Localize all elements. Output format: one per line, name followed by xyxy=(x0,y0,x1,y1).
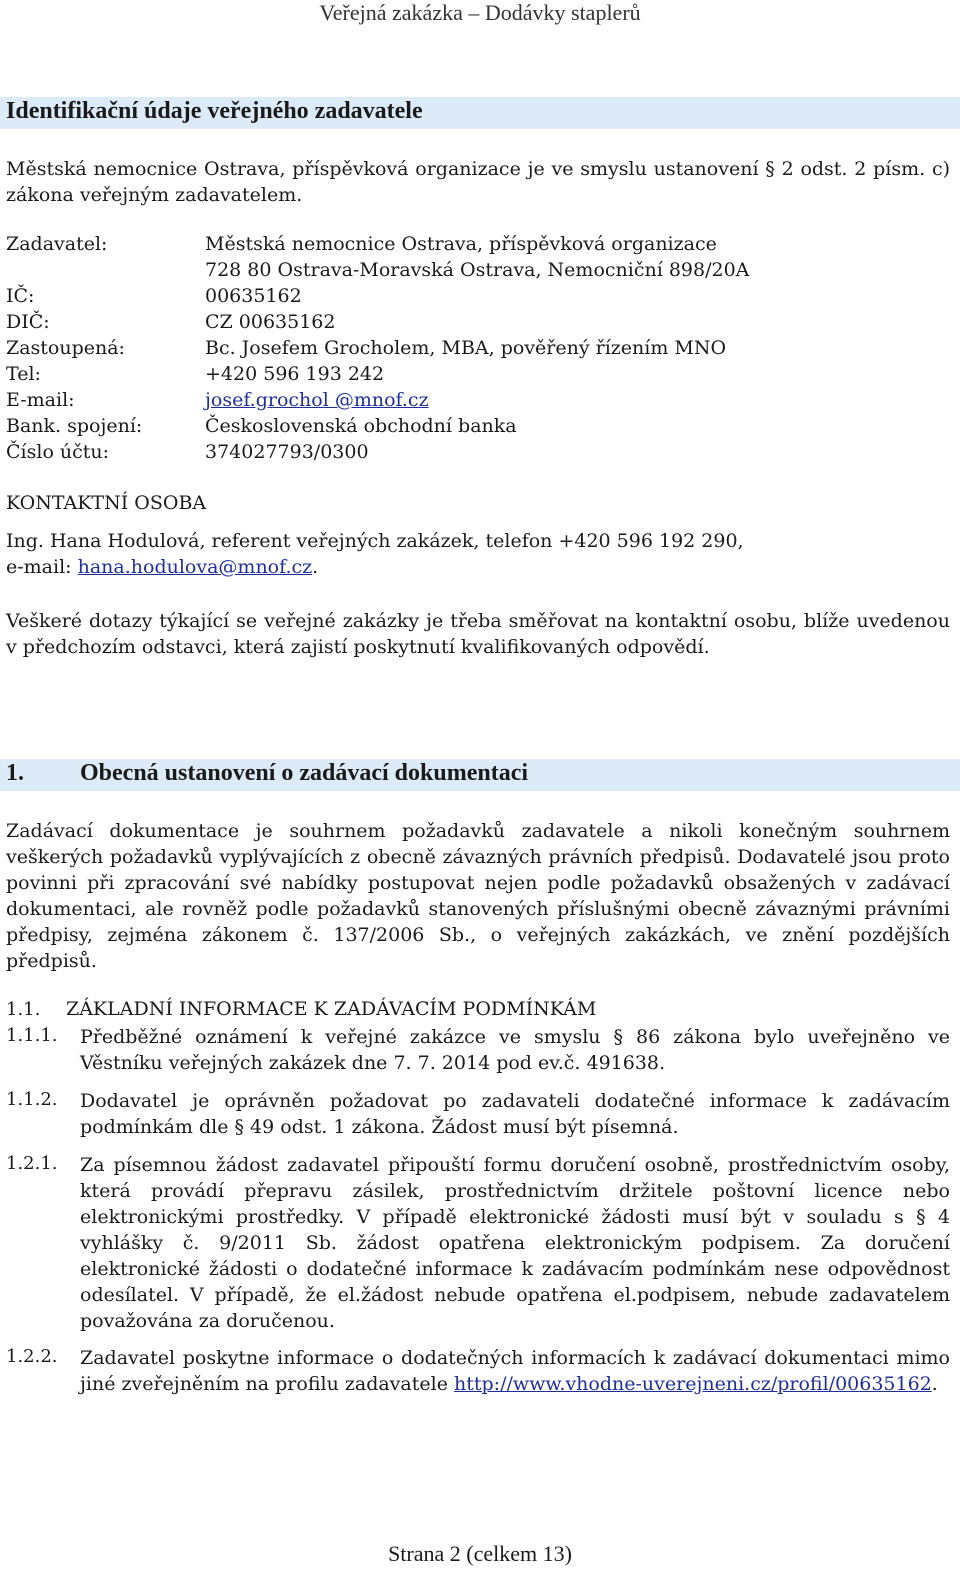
page-footer: Strana 2 (celkem 13) xyxy=(388,1541,572,1566)
field-label: Číslo účtu: xyxy=(6,441,110,463)
field-label: Bank. spojení: xyxy=(6,415,143,437)
contact-heading: KONTAKTNÍ OSOBA xyxy=(6,492,207,514)
item-text: Za písemnou žádost zadavatel připouští formu doručení osobně, prostřednictvím osoby, která provádí přepravu zásilek, prostřednictvím držitele poštovní licence nebo elektronickými prostředky. V případě elektronické žádosti musí být v souladu s § 4 vyhlášky č. 9/2011 Sb. žádost opatřena elektronickým podpisem. Za doručení elektronické žádosti o dodatečné informace k zadávacím podmínkám nese odpovědnost odesílatel. V případě, že el.žádost nebude opatřena el.podpisem, nebude zadavatelem považována za doručenou. xyxy=(80,1154,950,1332)
section-body: Zadávací dokumentace je souhrnem požadavků zadavatele a nikoli konečným souhrnem veškerých požadavků vyplývajících z obecně závazných právních předpisů. Dodavatelé jsou proto povinni při zpracování své nabídky postupovat nejen podle požadavků obsažených v zadávací dokumentaci, ale rovněž podle požadavků stanovených příslušnými obecně závaznými právními předpisy, zejména zákonem č. 137/2006 Sb., o veřejných zakázkách, ve znění pozdějších předpisů. xyxy=(6,820,950,972)
item-text-suffix: . xyxy=(931,1373,938,1395)
item-text-prefix: Zadavatel poskytne informace o dodatečných informacích k zadávací dokumentaci mimo jiné zveřejněním na profilu zadavatele xyxy=(80,1347,950,1395)
contact-email-link[interactable]: hana.hodulova@mnof.cz xyxy=(77,556,313,578)
field-value: Městská nemocnice Ostrava, příspěvková organizace xyxy=(205,233,717,255)
identification-title: Identifikační údaje veřejného zadavatele xyxy=(6,98,423,124)
contact-email-line xyxy=(6,556,318,578)
item-text: Dodavatel je oprávněn požadovat po zadavateli dodatečné informace k zadávacím podmínkám dle § 49 odst. 1 zákona. Žádost musí být písemná. xyxy=(80,1090,950,1138)
field-label: IČ: xyxy=(6,285,35,307)
field-value: 728 80 Ostrava-Moravská Ostrava, Nemocniční 898/20A xyxy=(205,259,750,281)
subsection-number: 1.1. xyxy=(6,999,41,1020)
field-value: +420 596 193 242 xyxy=(205,363,385,385)
field-label: E-mail: xyxy=(6,389,75,411)
item-number: 1.2.2. xyxy=(6,1346,58,1367)
item-text xyxy=(80,1345,950,1397)
section-number: 1. xyxy=(6,760,24,786)
field-label: Zadavatel: xyxy=(6,233,108,255)
item-number: 1.1.2. xyxy=(6,1089,58,1110)
field-value: 374027793/0300 xyxy=(205,441,369,463)
field-label: Tel: xyxy=(6,363,41,385)
item-number: 1.2.1. xyxy=(6,1153,58,1174)
subsection-title: ZÁKLADNÍ INFORMACE K ZADÁVACÍM PODMÍNKÁM xyxy=(66,998,597,1020)
field-value: Bc. Josefem Grocholem, MBA, pověřený řízením MNO xyxy=(205,337,727,359)
item-text: Předběžné oznámení k veřejné zakázce ve smyslu § 86 zákona bylo uveřejněno ve Věstníku veřejných zakázek dne 7. 7. 2014 pod ev.č. 491638. xyxy=(80,1026,950,1074)
contact-email-suffix: . xyxy=(312,556,319,578)
profile-link[interactable]: http://www.vhodne-uverejneni.cz/profil/00635162 xyxy=(454,1373,932,1395)
email-link[interactable]: josef.grochol @mnof.cz xyxy=(205,389,429,411)
field-value: 00635162 xyxy=(205,285,302,307)
contact-line: Ing. Hana Hodulová, referent veřejných zakázek, telefon +420 596 192 290, xyxy=(6,530,744,552)
intro-paragraph: Městská nemocnice Ostrava, příspěvková organizace je ve smyslu ustanovení § 2 odst. 2 písm. c) zákona veřejným zadavatelem. xyxy=(6,158,950,206)
contact-email-prefix: e-mail: xyxy=(6,556,78,578)
field-value: Československá obchodní banka xyxy=(205,415,517,437)
questions-paragraph: Veškeré dotazy týkající se veřejné zakázky je třeba směřovat na kontaktní osobu, blíže uvedenou v předchozím odstavci, která zajistí poskytnutí kvalifikovaných odpovědí. xyxy=(6,610,950,658)
field-value: CZ 00635162 xyxy=(205,311,336,333)
item-number: 1.1.1. xyxy=(6,1025,58,1046)
section-title: Obecná ustanovení o zadávací dokumentaci xyxy=(80,760,529,786)
field-label: DIČ: xyxy=(6,311,50,333)
field-label: Zastoupená: xyxy=(6,337,125,359)
page-header: Veřejná zakázka – Dodávky staplerů xyxy=(319,0,641,25)
